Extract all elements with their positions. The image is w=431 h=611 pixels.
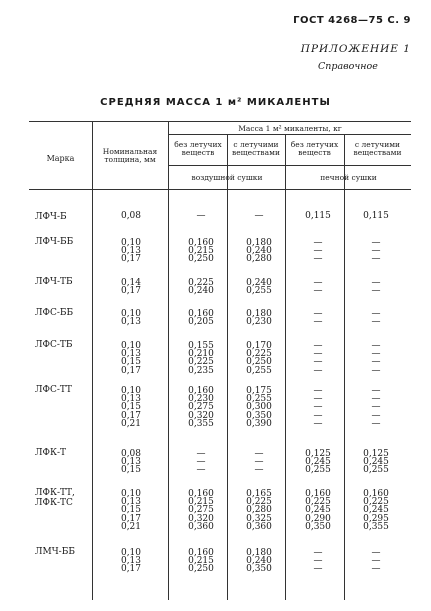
table-cell: 0,10 (120, 548, 142, 558)
table-cell: — (371, 286, 381, 297)
table-cell: — (371, 341, 381, 351)
mark-cell: ЛФС-ТТ (35, 385, 72, 395)
table-cell: — (313, 286, 323, 297)
table-cell: 0,17 (120, 564, 142, 575)
table-cell: — (371, 386, 381, 396)
table-cell: 0,10 (120, 238, 142, 248)
table-cell: 0,15 (120, 402, 142, 413)
value-column (292, 490, 344, 531)
table-cell: — (371, 254, 381, 265)
rule-v4 (285, 134, 286, 600)
table-cell: — (254, 449, 264, 459)
table-cell: — (313, 254, 323, 265)
value-column (234, 490, 284, 531)
table-cell: — (254, 465, 264, 476)
table-cell: 0,225 (188, 278, 214, 288)
table-cell: 0,17 (120, 286, 142, 297)
table-cell: — (313, 341, 323, 351)
table-cell: 0,390 (246, 418, 272, 429)
table-cell: 0,10 (120, 341, 142, 351)
table-cell: 0,250 (188, 564, 214, 575)
value-column (175, 279, 227, 295)
table-cell: — (196, 211, 206, 221)
table-cell: 0,160 (188, 238, 214, 248)
table-cell: 0,215 (188, 246, 214, 257)
table-cell: 0,21 (120, 521, 142, 532)
table-cell: 0,255 (305, 465, 331, 476)
table-cell: 0,115 (305, 211, 331, 221)
mass-table (29, 121, 411, 600)
table-cell: 0,320 (188, 513, 214, 524)
table-cell: 0,180 (246, 238, 272, 248)
mark-cell: ЛФЧ-Б (35, 212, 67, 222)
table-cell: 0,215 (188, 556, 214, 567)
table-cell: 0,275 (188, 505, 214, 516)
value-column (292, 212, 344, 220)
table-cell: 0,175 (246, 386, 272, 396)
table-cell: 0,250 (188, 254, 214, 265)
header-oven-dry: печной сушки (320, 173, 377, 182)
table-cell: 0,280 (246, 254, 272, 265)
value-column (350, 279, 402, 295)
table-cell: 0,10 (120, 309, 142, 319)
table-cell: — (196, 449, 206, 459)
value-column (175, 490, 227, 531)
table-cell: 0,15 (120, 357, 142, 368)
table-cell: — (313, 349, 323, 360)
table-cell: 0,235 (188, 365, 214, 376)
table-cell: 0,17 (120, 513, 142, 524)
table-cell: 0,225 (246, 349, 272, 360)
value-column (292, 450, 344, 475)
table-cell: — (371, 357, 381, 368)
header-vol-air: с летучими веществами (232, 140, 280, 157)
header-vol-oven: с летучими веществами (353, 140, 402, 157)
table-cell: 0,225 (363, 497, 389, 508)
reference-label: Справочное (318, 61, 378, 72)
header-nonvol-air: без летучих веществ (174, 140, 222, 157)
value-column (175, 310, 227, 326)
table-cell: 0,08 (120, 449, 142, 459)
value-column (234, 342, 284, 375)
mark-cell: ЛФС-ББ (35, 308, 74, 318)
table-cell: 0,13 (120, 497, 142, 508)
table-cell: 0,355 (188, 418, 214, 429)
header-mark: Марка (46, 154, 75, 163)
table-cell: 0,13 (120, 246, 142, 257)
table-cell: 0,160 (305, 489, 331, 499)
table-cell: 0,225 (246, 497, 272, 508)
mark-cell: ЛФЧ-ББ (35, 237, 74, 247)
table-cell: 0,210 (188, 349, 214, 360)
table-cell: 0,125 (363, 449, 389, 459)
table-cell: 0,170 (246, 341, 272, 351)
table-cell: — (371, 365, 381, 376)
value-column (175, 342, 227, 375)
table-cell: 0,10 (120, 386, 142, 396)
value-column (350, 239, 402, 264)
table-cell: 0,115 (363, 211, 389, 221)
table-cell: — (371, 548, 381, 558)
table-cell: 0,240 (246, 278, 272, 288)
table-cell: — (371, 418, 381, 429)
rule-h3 (29, 189, 411, 190)
table-cell: — (313, 238, 323, 248)
table-cell: 0,230 (246, 317, 272, 328)
table-cell: 0,300 (246, 402, 272, 413)
table-cell: 0,125 (305, 449, 331, 459)
value-column (101, 387, 161, 428)
table-cell: 0,240 (246, 556, 272, 567)
value-column (101, 342, 161, 375)
table-cell: — (313, 386, 323, 396)
table-cell: — (371, 238, 381, 248)
table-cell: — (313, 556, 323, 567)
mark-cell: ЛМЧ-ББ (35, 547, 75, 557)
value-column (292, 342, 344, 375)
table-cell: 0,215 (188, 497, 214, 508)
table-cell: — (313, 309, 323, 319)
table-cell: 0,15 (120, 465, 142, 476)
value-column (350, 549, 402, 574)
table-cell: — (196, 457, 206, 468)
value-column (175, 239, 227, 264)
table-cell: 0,350 (246, 410, 272, 421)
table-cell: — (254, 211, 264, 221)
value-column (292, 310, 344, 326)
value-column (350, 310, 402, 326)
table-cell: 0,155 (188, 341, 214, 351)
header-thickness: Номинальная толщина, мм (102, 147, 158, 164)
table-cell: 0,165 (246, 489, 272, 499)
table-cell: — (313, 564, 323, 575)
mark-cell: ЛФЧ-ТБ (35, 277, 73, 287)
table-cell: 0,13 (120, 394, 142, 405)
value-column (234, 239, 284, 264)
value-column (350, 450, 402, 475)
table-cell: 0,17 (120, 254, 142, 265)
table-cell: 0,255 (363, 465, 389, 476)
table-cell: 0,15 (120, 505, 142, 516)
table-cell: 0,180 (246, 309, 272, 319)
table-cell: 0,21 (120, 418, 142, 429)
page-title: СРЕДНЯЯ МАССА 1 м² МИКАЛЕНТЫ (100, 97, 331, 108)
table-cell: — (254, 457, 264, 468)
value-column (292, 549, 344, 574)
table-cell: — (371, 402, 381, 413)
table-cell: 0,295 (363, 513, 389, 524)
table-cell: 0,280 (246, 505, 272, 516)
table-cell: 0,360 (246, 521, 272, 532)
table-cell: — (313, 394, 323, 405)
table-cell: 0,275 (188, 402, 214, 413)
value-column (175, 450, 227, 475)
table-cell: 0,250 (246, 357, 272, 368)
value-column (292, 387, 344, 428)
table-cell: 0,255 (246, 365, 272, 376)
table-cell: 0,255 (246, 394, 272, 405)
table-cell: 0,160 (188, 386, 214, 396)
table-cell: — (371, 349, 381, 360)
value-column (101, 279, 161, 295)
table-cell: — (371, 564, 381, 575)
table-cell: 0,245 (363, 457, 389, 468)
table-cell: — (371, 317, 381, 328)
value-column (101, 490, 161, 531)
value-column (234, 212, 284, 220)
table-cell: 0,230 (188, 394, 214, 405)
table-cell: 0,13 (120, 317, 142, 328)
table-cell: — (313, 365, 323, 376)
table-cell: 0,08 (120, 211, 142, 221)
value-column (350, 490, 402, 531)
table-cell: 0,355 (363, 521, 389, 532)
value-column (234, 387, 284, 428)
value-column (234, 279, 284, 295)
rule-v2 (168, 122, 169, 600)
value-column (350, 342, 402, 375)
table-cell: 0,13 (120, 457, 142, 468)
gost-header: ГОСТ 4268—75 С. 9 (293, 15, 411, 26)
table-cell: 0,180 (246, 548, 272, 558)
value-column (234, 310, 284, 326)
rule-v1 (92, 122, 93, 600)
table-cell: 0,245 (305, 457, 331, 468)
table-cell: 0,245 (363, 505, 389, 516)
value-column (350, 212, 402, 220)
table-cell: — (371, 246, 381, 257)
table-cell: 0,205 (188, 317, 214, 328)
value-column (292, 279, 344, 295)
rule-v3 (227, 134, 228, 600)
table-cell: — (196, 465, 206, 476)
table-cell: — (313, 548, 323, 558)
value-column (175, 387, 227, 428)
table-cell: — (371, 556, 381, 567)
table-cell: 0,255 (246, 286, 272, 297)
value-column (175, 212, 227, 220)
value-column (101, 239, 161, 264)
table-cell: 0,225 (305, 497, 331, 508)
table-cell: 0,240 (188, 286, 214, 297)
mark-cell: ЛФК-Т (35, 448, 66, 458)
value-column (350, 387, 402, 428)
table-cell: 0,350 (305, 521, 331, 532)
table-cell: 0,13 (120, 556, 142, 567)
table-cell: 0,14 (120, 278, 142, 288)
table-cell: — (313, 246, 323, 257)
table-cell: 0,17 (120, 365, 142, 376)
value-column (101, 310, 161, 326)
table-cell: 0,17 (120, 410, 142, 421)
table-cell: 0,325 (246, 513, 272, 524)
table-cell: 0,320 (188, 410, 214, 421)
mark-cell: ЛФК-ТТ, ЛФК-ТС (35, 488, 75, 508)
table-cell: 0,160 (363, 489, 389, 499)
header-mass: Масса 1 м² микаленты, кг (238, 124, 342, 133)
table-cell: 0,240 (246, 246, 272, 257)
table-cell: 0,160 (188, 309, 214, 319)
table-cell: 0,225 (188, 357, 214, 368)
table-cell: — (313, 357, 323, 368)
appendix-label: ПРИЛОЖЕНИЕ 1 (300, 43, 411, 55)
table-cell: — (313, 418, 323, 429)
value-column (175, 549, 227, 574)
table-cell: — (313, 410, 323, 421)
table-cell: 0,290 (305, 513, 331, 524)
value-column (101, 549, 161, 574)
table-cell: — (371, 410, 381, 421)
table-cell: 0,160 (188, 489, 214, 499)
value-column (234, 450, 284, 475)
header-air-dry: воздушной сушки (191, 173, 263, 182)
value-column (101, 450, 161, 475)
table-cell: — (371, 394, 381, 405)
header-nonvol-oven: без летучих веществ (290, 140, 339, 157)
value-column (292, 239, 344, 264)
rule-v5 (344, 134, 345, 600)
mark-cell: ЛФС-ТБ (35, 340, 73, 350)
rule-h1 (169, 134, 411, 135)
table-cell: 0,245 (305, 505, 331, 516)
table-cell: — (371, 309, 381, 319)
table-cell: 0,10 (120, 489, 142, 499)
table-cell: — (313, 317, 323, 328)
table-cell: 0,160 (188, 548, 214, 558)
table-cell: — (313, 402, 323, 413)
value-column (234, 549, 284, 574)
table-cell: 0,13 (120, 349, 142, 360)
value-column (101, 212, 161, 220)
table-cell: — (371, 278, 381, 288)
table-cell: 0,350 (246, 564, 272, 575)
table-cell: 0,360 (188, 521, 214, 532)
rule-h2 (169, 165, 411, 166)
table-cell: — (313, 278, 323, 288)
